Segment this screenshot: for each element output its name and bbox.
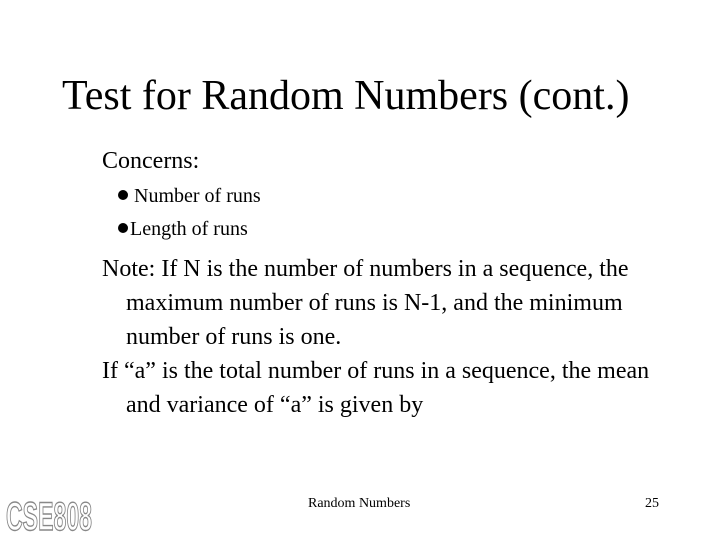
logo-text: CSE808 [6,495,92,539]
page-number: 25 [645,496,659,511]
note-paragraph: Note: If N is the number of numbers in a sequence, the maximum number of runs is N-1, and the minimum number of runs is one. [102,256,629,350]
runs-paragraph: If “a” is the total number of runs in a sequence, the mean and variance of “a” is given by [102,358,650,418]
bullet-label: Length of runs [130,218,248,240]
logo-graphic [4,488,96,539]
list-item [102,213,682,246]
list-item [102,180,682,213]
concerns-heading: Concerns: [102,148,200,174]
footer-title: Random Numbers [308,496,411,511]
concerns-list [102,180,682,246]
slide-body [102,146,682,422]
bullet-icon [118,223,128,233]
course-logo [4,488,96,541]
slide-title: Test for Random Numbers (cont.) [62,73,630,119]
bullet-label: Number of runs [134,185,261,207]
bullet-icon [118,190,128,200]
